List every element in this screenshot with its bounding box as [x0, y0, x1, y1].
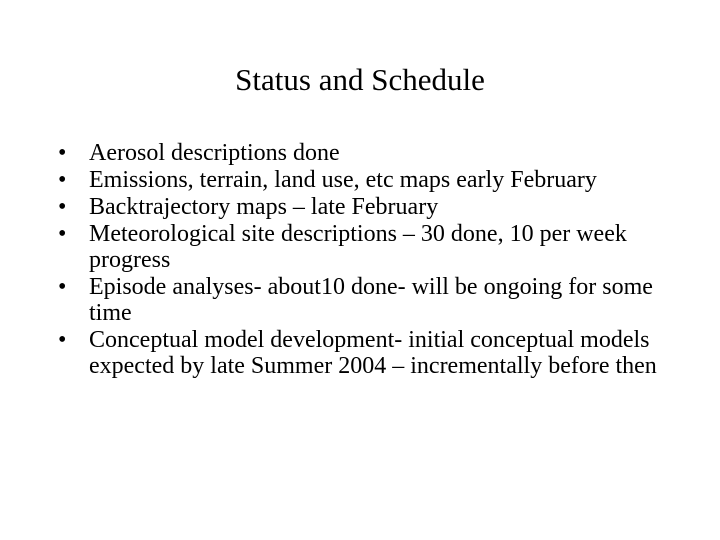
- bullet-item-aerosol: [58, 140, 678, 166]
- bullet-icon: •: [58, 221, 67, 247]
- bullet-item-meteorological: [58, 221, 678, 273]
- bullet-text: Backtrajectory maps – late February: [89, 194, 439, 220]
- bullet-item-episode: [58, 274, 678, 326]
- bullet-text: Emissions, terrain, land use, etc maps early February: [89, 167, 597, 193]
- bullet-text: Meteorological site descriptions – 30 done, 10 per week progress: [89, 221, 627, 273]
- bullet-icon: •: [58, 327, 67, 353]
- slide-title: Status and Schedule: [235, 62, 485, 97]
- bullet-item-conceptual-model: [58, 327, 678, 379]
- bullet-item-emissions: [58, 167, 678, 193]
- bullet-icon: •: [58, 194, 67, 220]
- bullet-text: Aerosol descriptions done: [89, 140, 340, 166]
- bullet-icon: •: [58, 167, 67, 193]
- bullet-item-backtrajectory: [58, 194, 678, 220]
- bullet-text: Conceptual model development- initial conceptual models expected by late Summer 2004 – incrementally before then: [89, 327, 657, 379]
- bullet-text: Episode analyses- about10 done- will be ongoing for some time: [89, 274, 653, 326]
- bullet-list: [58, 140, 678, 380]
- bullet-icon: •: [58, 140, 67, 166]
- bullet-icon: •: [58, 274, 67, 300]
